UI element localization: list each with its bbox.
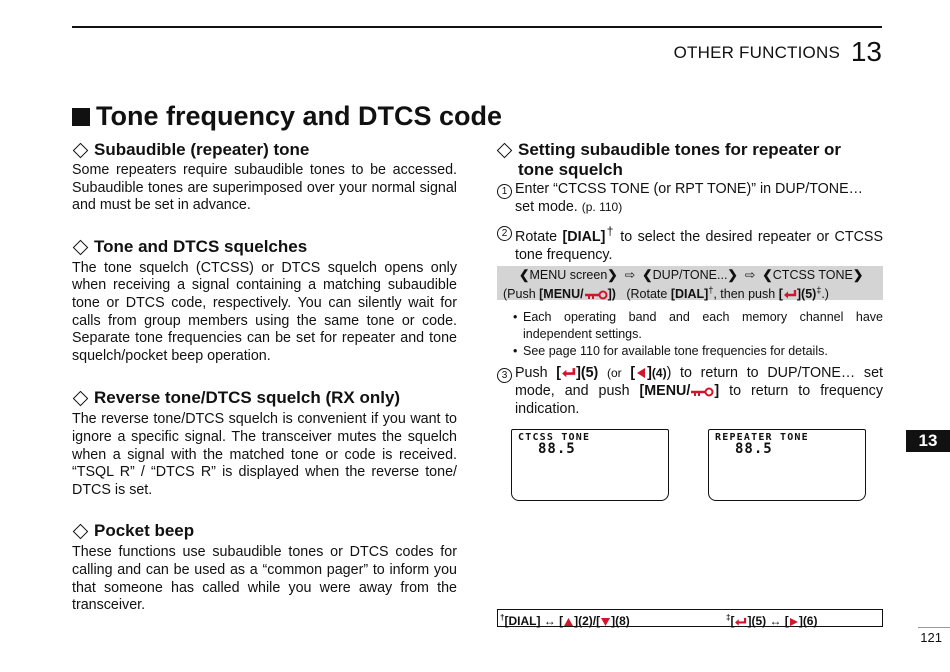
down-key-icon — [600, 617, 611, 627]
diamond-icon — [497, 143, 513, 159]
enter-key-icon — [561, 367, 576, 379]
section-heading: Tone and DTCS squelches — [72, 237, 457, 257]
arrow-right-icon: ⇨ — [624, 268, 636, 282]
section-heading: Pocket beep — [72, 521, 457, 541]
section-label: OTHER FUNCTIONS — [673, 43, 840, 62]
step-3: 3 Push [ ](5) (or [ ](4)) to return to DUP/TONE… set mode, and push [MENU/ ] to return to frequency indication. — [497, 364, 883, 418]
step-marker: 1 — [497, 184, 512, 199]
lcd-display-repeater: REPEATER TONE 88.5 — [708, 429, 866, 501]
arrow-right-icon: ⇨ — [744, 268, 756, 282]
diamond-icon — [73, 240, 89, 256]
menu-key-icon — [584, 290, 608, 300]
left-key-icon — [635, 367, 647, 379]
section-body: The tone squelch (CTCSS) or DTCS squelch opens only when receiving a signal containing a matching subaudible tone or DTCS code, respectively. You can silently wait for calls from group members using the same tone or code. Separate tone frequencies can be set for repeater and tone squelch/pocket beep operation. — [72, 259, 457, 364]
right-key-icon — [789, 617, 799, 627]
menu-path-box: ❮MENU screen❯ ⇨ ❮DUP/TONE...❯ ⇨ ❮CTCSS TONE❯ (Push [MENU/ ]) (Rotate [DIAL]†, then push [ ](5)‡.) — [497, 266, 883, 300]
chapter-number: 13 — [850, 36, 882, 67]
lcd-display-ctcss: CTCSS TONE 88.5 — [511, 429, 669, 501]
section-body: These functions use subaudible tones or DTCS codes for calling and can be used as a “common pager” to inform you that someone has called while you were away from the transceiver. — [72, 544, 457, 614]
chapter-tab[interactable]: 13 — [906, 430, 950, 452]
bullet-list — [513, 309, 883, 360]
right-heading: Setting subaudible tones for repeater or tone squelch — [496, 140, 886, 180]
menu-key-icon — [690, 387, 714, 397]
diamond-icon — [73, 524, 89, 540]
page-title-text: Tone frequency and DTCS code — [96, 101, 503, 131]
left-column — [72, 140, 457, 615]
diamond-icon — [73, 143, 89, 159]
footnote-box: †[DIAL] ↔ [ ](2)/[ ](8) ‡[ ](5) ↔ [ ](6) — [497, 609, 883, 627]
step-marker: 2 — [497, 226, 512, 241]
list-item: • Each operating band and each memory channel have independent settings. — [513, 310, 883, 341]
enter-key-icon — [734, 617, 747, 627]
list-item: • See page 110 for available tone frequencies for details. — [513, 344, 828, 358]
section-body: The reverse tone/DTCS squelch is convenient if you want to ignore a specific signal. The transceiver mutes the squelch when a signal with the matched tone or code is received. “TSQL R” / “DTCS R” is displayed when the reverse tone/ DTCS is set. — [72, 411, 457, 498]
step-1: 1 Enter “CTCSS TONE (or RPT TONE)” in DUP/TONE… set mode. (p. 110) — [497, 180, 883, 216]
up-key-icon — [563, 617, 574, 627]
section-body: Some repeaters require subaudible tones to be accessed. Subaudible tones are superimposed over your normal signal and must be set in advance. — [72, 162, 457, 214]
square-bullet-icon — [72, 108, 90, 126]
page-number: 121 — [920, 630, 942, 645]
top-rule — [72, 26, 882, 28]
section-heading: Reverse tone/DTCS squelch (RX only) — [72, 388, 457, 408]
step-2: 2 Rotate [DIAL]† to select the desired repeater or CTCSS tone frequency. — [497, 222, 883, 264]
page-title — [72, 101, 502, 132]
step-marker: 3 — [497, 368, 512, 383]
section-heading: Subaudible (repeater) tone — [72, 140, 457, 160]
footer-rule — [918, 627, 950, 628]
diamond-icon — [73, 391, 89, 407]
enter-key-icon — [783, 289, 797, 300]
